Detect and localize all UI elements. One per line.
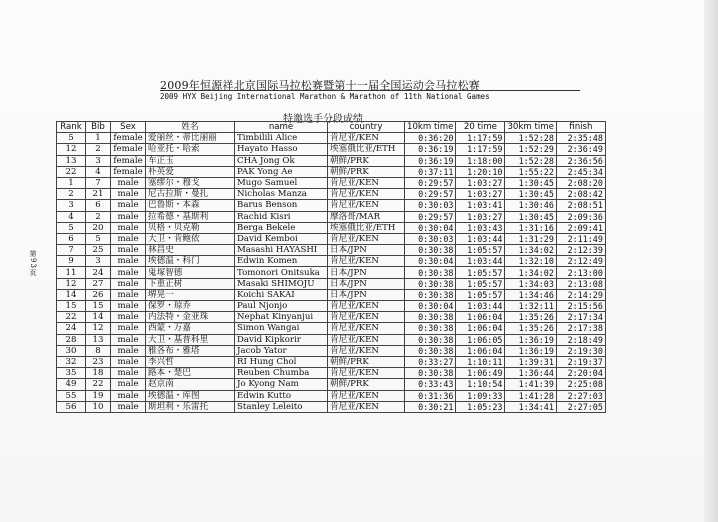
cell-finish-time: 2:13:00 <box>556 267 605 278</box>
cell-rank: 35 <box>57 368 86 379</box>
cell-bib: 6 <box>86 200 111 211</box>
cell-split-10km: 0:33:27 <box>405 356 456 367</box>
cell-name: Berga Bekele <box>235 222 328 233</box>
header-rank: Rank <box>57 122 86 133</box>
cell-chinese-name: 朴英爱 <box>146 166 235 177</box>
header-sex: Sex <box>111 122 146 133</box>
cell-split-20km: 1:06:04 <box>456 312 505 323</box>
cell-split-10km: 0:30:04 <box>405 256 456 267</box>
cell-rank: 7 <box>57 245 86 256</box>
cell-sex: male <box>111 390 146 401</box>
cell-split-20km: 1:06:49 <box>456 368 505 379</box>
cell-sex: female <box>111 133 146 144</box>
cell-bib: 2 <box>86 211 111 222</box>
cell-split-20km: 1:03:41 <box>456 200 505 211</box>
cell-country: 肯尼亚/KEN <box>328 189 405 200</box>
cell-bib: 3 <box>86 155 111 166</box>
cell-chinese-name: 路本・楚巴 <box>146 368 235 379</box>
cell-chinese-name: 大卫・基普科里 <box>146 334 235 345</box>
header-chinese-name: 姓名 <box>146 122 235 133</box>
cell-split-20km: 1:06:04 <box>456 345 505 356</box>
cell-finish-time: 2:14:29 <box>556 289 605 300</box>
cell-chinese-name: 塞缪尔・穆戈 <box>146 177 235 188</box>
cell-sex: female <box>111 144 146 155</box>
cell-split-30km: 1:34:41 <box>505 401 556 412</box>
cell-name: CHA Jong Ok <box>235 155 328 166</box>
cell-sex: male <box>111 334 146 345</box>
cell-split-20km: 1:09:33 <box>456 390 505 401</box>
cell-chinese-name: 赵京南 <box>146 379 235 390</box>
table-row <box>57 390 606 401</box>
cell-split-10km: 0:30:38 <box>405 334 456 345</box>
cell-finish-time: 2:08:42 <box>556 189 605 200</box>
cell-bib: 27 <box>86 278 111 289</box>
cell-split-20km: 1:03:27 <box>456 177 505 188</box>
cell-split-30km: 1:41:28 <box>505 390 556 401</box>
cell-chinese-name: 埃德温・库图 <box>146 390 235 401</box>
cell-country: 肯尼亚/KEN <box>328 233 405 244</box>
cell-split-30km: 1:32:10 <box>505 256 556 267</box>
cell-sex: male <box>111 267 146 278</box>
header-finish: finish <box>556 122 605 133</box>
table-row <box>57 211 606 222</box>
cell-bib: 10 <box>86 401 111 412</box>
cell-chinese-name: 爱丽丝・蒂比丽丽 <box>146 133 235 144</box>
cell-rank: 12 <box>57 144 86 155</box>
cell-rank: 13 <box>57 155 86 166</box>
cell-chinese-name: 埃德温・科门 <box>146 256 235 267</box>
cell-name: David Kemboi <box>235 233 328 244</box>
cell-chinese-name: 拉希德・基斯利 <box>146 211 235 222</box>
table-row <box>57 301 606 312</box>
cell-name: Edwin Kutto <box>235 390 328 401</box>
cell-name: Masaki SHIMOJU <box>235 278 328 289</box>
cell-split-20km: 1:05:57 <box>456 245 505 256</box>
cell-split-10km: 0:30:03 <box>405 200 456 211</box>
cell-bib: 14 <box>86 312 111 323</box>
cell-chinese-name: 斯坦利・乐雷托 <box>146 401 235 412</box>
cell-finish-time: 2:45:34 <box>556 166 605 177</box>
cell-bib: 12 <box>86 323 111 334</box>
header-name: name <box>235 122 328 133</box>
cell-finish-time: 2:19:37 <box>556 356 605 367</box>
table-header-row <box>57 122 606 133</box>
cell-finish-time: 2:25:08 <box>556 379 605 390</box>
cell-rank: 4 <box>57 211 86 222</box>
cell-rank: 12 <box>57 278 86 289</box>
cell-split-20km: 1:06:05 <box>456 334 505 345</box>
cell-split-10km: 0:30:38 <box>405 289 456 300</box>
table-row <box>57 200 606 211</box>
cell-sex: male <box>111 278 146 289</box>
cell-split-20km: 1:03:44 <box>456 301 505 312</box>
cell-split-30km: 1:36:44 <box>505 368 556 379</box>
cell-sex: male <box>111 401 146 412</box>
cell-sex: male <box>111 356 146 367</box>
cell-chinese-name: 哈亚托・哈索 <box>146 144 235 155</box>
cell-split-20km: 1:06:04 <box>456 323 505 334</box>
cell-split-30km: 1:39:31 <box>505 356 556 367</box>
cell-bib: 4 <box>86 166 111 177</box>
cell-rank: 24 <box>57 323 86 334</box>
cell-split-10km: 0:29:57 <box>405 177 456 188</box>
cell-sex: male <box>111 177 146 188</box>
cell-finish-time: 2:08:20 <box>556 177 605 188</box>
table-body <box>57 133 606 413</box>
cell-name: PAK Yong Ae <box>235 166 328 177</box>
cell-split-10km: 0:29:57 <box>405 211 456 222</box>
cell-split-10km: 0:30:04 <box>405 301 456 312</box>
cell-rank: 6 <box>57 233 86 244</box>
cell-bib: 5 <box>86 233 111 244</box>
cell-split-10km: 0:36:19 <box>405 155 456 166</box>
cell-split-20km: 1:05:57 <box>456 267 505 278</box>
cell-split-10km: 0:30:38 <box>405 368 456 379</box>
cell-country: 肯尼亚/KEN <box>328 256 405 267</box>
table-row <box>57 144 606 155</box>
cell-finish-time: 2:18:49 <box>556 334 605 345</box>
cell-split-20km: 1:10:54 <box>456 379 505 390</box>
cell-split-30km: 1:32:11 <box>505 301 556 312</box>
cell-chinese-name: 巴鲁斯・本森 <box>146 200 235 211</box>
cell-split-10km: 0:30:03 <box>405 233 456 244</box>
cell-sex: male <box>111 211 146 222</box>
cell-name: Koichi SAKAI <box>235 289 328 300</box>
cell-name: Nicholas Manza <box>235 189 328 200</box>
cell-bib: 21 <box>86 189 111 200</box>
cell-country: 日本/JPN <box>328 267 405 278</box>
cell-sex: male <box>111 345 146 356</box>
cell-name: Edwin Komen <box>235 256 328 267</box>
cell-finish-time: 2:27:03 <box>556 390 605 401</box>
cell-finish-time: 2:36:49 <box>556 144 605 155</box>
cell-bib: 1 <box>86 133 111 144</box>
cell-split-30km: 1:30:45 <box>505 189 556 200</box>
cell-bib: 2 <box>86 144 111 155</box>
cell-split-30km: 1:30:45 <box>505 177 556 188</box>
table-row <box>57 233 606 244</box>
cell-split-10km: 0:30:38 <box>405 323 456 334</box>
table-row <box>57 345 606 356</box>
table-row <box>57 312 606 323</box>
cell-finish-time: 2:36:56 <box>556 155 605 166</box>
table-row <box>57 166 606 177</box>
table-row <box>57 401 606 412</box>
cell-split-20km: 1:05:57 <box>456 289 505 300</box>
cell-name: Reuben Chumba <box>235 368 328 379</box>
cell-country: 肯尼亚/KEN <box>328 312 405 323</box>
cell-split-10km: 0:30:04 <box>405 222 456 233</box>
cell-chinese-name: 林昌史 <box>146 245 235 256</box>
cell-name: Nephat Kinyanjui <box>235 312 328 323</box>
cell-chinese-name: 车正玉 <box>146 155 235 166</box>
cell-sex: male <box>111 312 146 323</box>
cell-split-20km: 1:18:00 <box>456 155 505 166</box>
cell-rank: 22 <box>57 312 86 323</box>
cell-split-30km: 1:52:28 <box>505 155 556 166</box>
cell-bib: 7 <box>86 177 111 188</box>
results-table <box>56 121 606 413</box>
cell-split-30km: 1:52:28 <box>505 133 556 144</box>
cell-chinese-name: 雅各布・雅塔 <box>146 345 235 356</box>
cell-split-10km: 0:30:21 <box>405 401 456 412</box>
cell-country: 朝鲜/PRK <box>328 166 405 177</box>
cell-finish-time: 2:09:41 <box>556 222 605 233</box>
cell-chinese-name: 李兴哲 <box>146 356 235 367</box>
cell-name: Hayato Hasso <box>235 144 328 155</box>
cell-finish-time: 2:09:36 <box>556 211 605 222</box>
cell-sex: female <box>111 166 146 177</box>
header-10km: 10km time <box>405 122 456 133</box>
page-side-mark: 第93页 <box>29 250 37 277</box>
cell-sex: female <box>111 155 146 166</box>
table-row <box>57 289 606 300</box>
table-row <box>57 267 606 278</box>
cell-name: Rachid Kisri <box>235 211 328 222</box>
cell-chinese-name: 保罗・琼乔 <box>146 301 235 312</box>
cell-country: 肯尼亚/KEN <box>328 390 405 401</box>
cell-sex: male <box>111 379 146 390</box>
cell-country: 摩洛哥/MAR <box>328 211 405 222</box>
cell-country: 肯尼亚/KEN <box>328 133 405 144</box>
cell-split-30km: 1:31:29 <box>505 233 556 244</box>
table-title: 特邀选手分段成绩 <box>283 114 363 125</box>
cell-chinese-name: 西蒙・万嘉 <box>146 323 235 334</box>
table-row <box>57 133 606 144</box>
cell-bib: 20 <box>86 222 111 233</box>
cell-split-10km: 0:36:19 <box>405 144 456 155</box>
page-fold-shadow <box>704 0 718 522</box>
cell-split-30km: 1:34:03 <box>505 278 556 289</box>
cell-split-20km: 1:10:11 <box>456 356 505 367</box>
cell-name: Masashi HAYASHI <box>235 245 328 256</box>
cell-finish-time: 2:27:05 <box>556 401 605 412</box>
cell-finish-time: 2:15:56 <box>556 301 605 312</box>
cell-country: 肯尼亚/KEN <box>328 200 405 211</box>
cell-split-20km: 1:03:27 <box>456 189 505 200</box>
cell-finish-time: 2:12:49 <box>556 256 605 267</box>
cell-name: Paul Njonjo <box>235 301 328 312</box>
header-country: country <box>328 122 405 133</box>
cell-country: 朝鲜/PRK <box>328 155 405 166</box>
cell-rank: 9 <box>57 256 86 267</box>
cell-name: Jacob Yator <box>235 345 328 356</box>
header-bib: Bib <box>86 122 111 133</box>
cell-name: Mugo Samuel <box>235 177 328 188</box>
cell-split-20km: 1:03:43 <box>456 222 505 233</box>
cell-finish-time: 2:35:48 <box>556 133 605 144</box>
cell-sex: male <box>111 301 146 312</box>
cell-split-20km: 1:03:27 <box>456 211 505 222</box>
cell-rank: 22 <box>57 166 86 177</box>
cell-split-30km: 1:55:22 <box>505 166 556 177</box>
cell-rank: 1 <box>57 177 86 188</box>
cell-sex: male <box>111 368 146 379</box>
cell-name: Tomonori Onitsuka <box>235 267 328 278</box>
cell-name: Stanley Leleito <box>235 401 328 412</box>
cell-country: 埃塞俄比亚/ETH <box>328 144 405 155</box>
cell-split-20km: 1:05:57 <box>456 278 505 289</box>
cell-bib: 24 <box>86 267 111 278</box>
cell-country: 朝鲜/PRK <box>328 379 405 390</box>
cell-country: 日本/JPN <box>328 278 405 289</box>
cell-bib: 3 <box>86 256 111 267</box>
cell-rank: 5 <box>57 222 86 233</box>
cell-sex: male <box>111 245 146 256</box>
table-row <box>57 189 606 200</box>
table-row <box>57 177 606 188</box>
cell-split-30km: 1:52:29 <box>505 144 556 155</box>
cell-country: 朝鲜/PRK <box>328 356 405 367</box>
cell-split-10km: 0:31:36 <box>405 390 456 401</box>
cell-rank: 49 <box>57 379 86 390</box>
cell-finish-time: 2:20:04 <box>556 368 605 379</box>
cell-chinese-name: 鬼塚智德 <box>146 267 235 278</box>
cell-split-20km: 1:03:44 <box>456 233 505 244</box>
cell-name: David Kipkorir <box>235 334 328 345</box>
document-subtitle: 2009 HYX Beijing International Marathon & Marathon of 11th National Games <box>160 90 580 101</box>
cell-bib: 22 <box>86 379 111 390</box>
cell-split-20km: 1:17:59 <box>456 133 505 144</box>
cell-split-10km: 0:30:38 <box>405 312 456 323</box>
cell-sex: male <box>111 289 146 300</box>
cell-bib: 19 <box>86 390 111 401</box>
table-row <box>57 379 606 390</box>
cell-sex: male <box>111 189 146 200</box>
cell-finish-time: 2:11:49 <box>556 233 605 244</box>
cell-split-30km: 1:30:45 <box>505 211 556 222</box>
cell-name: Simon Wangai <box>235 323 328 334</box>
cell-bib: 13 <box>86 334 111 345</box>
header-30km: 30km time <box>505 122 556 133</box>
cell-split-30km: 1:36:19 <box>505 334 556 345</box>
cell-chinese-name: 下重正树 <box>146 278 235 289</box>
cell-country: 肯尼亚/KEN <box>328 401 405 412</box>
cell-split-20km: 1:05:23 <box>456 401 505 412</box>
cell-rank: 11 <box>57 267 86 278</box>
cell-rank: 15 <box>57 301 86 312</box>
cell-rank: 28 <box>57 334 86 345</box>
cell-split-30km: 1:35:26 <box>505 323 556 334</box>
cell-split-30km: 1:41:39 <box>505 379 556 390</box>
cell-chinese-name: 大卫・肯鲍依 <box>146 233 235 244</box>
cell-finish-time: 2:08:51 <box>556 200 605 211</box>
cell-split-30km: 1:34:02 <box>505 245 556 256</box>
cell-sex: male <box>111 222 146 233</box>
cell-sex: male <box>111 323 146 334</box>
cell-chinese-name: 贝格・贝克勒 <box>146 222 235 233</box>
cell-bib: 15 <box>86 301 111 312</box>
cell-bib: 8 <box>86 345 111 356</box>
cell-country: 日本/JPN <box>328 245 405 256</box>
cell-split-20km: 1:03:44 <box>456 256 505 267</box>
cell-name: RI Hung Chol <box>235 356 328 367</box>
cell-rank: 5 <box>57 133 86 144</box>
cell-split-30km: 1:36:19 <box>505 345 556 356</box>
cell-country: 肯尼亚/KEN <box>328 334 405 345</box>
cell-split-30km: 1:30:46 <box>505 200 556 211</box>
cell-finish-time: 2:19:30 <box>556 345 605 356</box>
cell-rank: 56 <box>57 401 86 412</box>
cell-split-30km: 1:35:26 <box>505 312 556 323</box>
cell-split-30km: 1:31:16 <box>505 222 556 233</box>
cell-rank: 55 <box>57 390 86 401</box>
cell-country: 日本/JPN <box>328 289 405 300</box>
table-row <box>57 256 606 267</box>
cell-country: 肯尼亚/KEN <box>328 368 405 379</box>
cell-chinese-name: 尼古拉斯・曼扎 <box>146 189 235 200</box>
table-row <box>57 155 606 166</box>
cell-split-10km: 0:30:38 <box>405 278 456 289</box>
cell-split-30km: 1:34:02 <box>505 267 556 278</box>
table-row <box>57 334 606 345</box>
table-row <box>57 356 606 367</box>
cell-name: Timbilili Alice <box>235 133 328 144</box>
cell-rank: 2 <box>57 189 86 200</box>
cell-sex: male <box>111 233 146 244</box>
cell-country: 埃塞俄比亚/ETH <box>328 222 405 233</box>
cell-country: 肯尼亚/KEN <box>328 323 405 334</box>
cell-name: Barus Benson <box>235 200 328 211</box>
cell-split-20km: 1:17:59 <box>456 144 505 155</box>
cell-split-30km: 1:34:46 <box>505 289 556 300</box>
cell-rank: 14 <box>57 289 86 300</box>
cell-finish-time: 2:12:39 <box>556 245 605 256</box>
table-row <box>57 368 606 379</box>
header-20km: 20 time <box>456 122 505 133</box>
cell-bib: 25 <box>86 245 111 256</box>
cell-split-10km: 0:29:57 <box>405 189 456 200</box>
cell-name: Jo Kyong Nam <box>235 379 328 390</box>
cell-split-10km: 0:30:38 <box>405 245 456 256</box>
cell-split-20km: 1:20:10 <box>456 166 505 177</box>
table-row <box>57 278 606 289</box>
cell-split-10km: 0:30:38 <box>405 267 456 278</box>
cell-split-10km: 0:37:11 <box>405 166 456 177</box>
cell-split-10km: 0:36:20 <box>405 133 456 144</box>
cell-sex: male <box>111 200 146 211</box>
cell-country: 肯尼亚/KEN <box>328 301 405 312</box>
cell-rank: 30 <box>57 345 86 356</box>
cell-bib: 18 <box>86 368 111 379</box>
cell-finish-time: 2:17:34 <box>556 312 605 323</box>
table-row <box>57 222 606 233</box>
table-row <box>57 323 606 334</box>
cell-sex: male <box>111 256 146 267</box>
cell-finish-time: 2:13:08 <box>556 278 605 289</box>
cell-split-10km: 0:30:38 <box>405 345 456 356</box>
cell-split-10km: 0:33:43 <box>405 379 456 390</box>
cell-bib: 23 <box>86 356 111 367</box>
table-row <box>57 245 606 256</box>
cell-chinese-name: 堺晃一 <box>146 289 235 300</box>
cell-country: 肯尼亚/KEN <box>328 345 405 356</box>
cell-chinese-name: 内法特・金亚珠 <box>146 312 235 323</box>
cell-country: 肯尼亚/KEN <box>328 177 405 188</box>
document-title: 2009年恒源祥北京国际马拉松赛暨第十一届全国运动会马拉松赛 <box>160 79 480 92</box>
cell-rank: 32 <box>57 356 86 367</box>
cell-rank: 3 <box>57 200 86 211</box>
cell-bib: 26 <box>86 289 111 300</box>
cell-finish-time: 2:17:38 <box>556 323 605 334</box>
